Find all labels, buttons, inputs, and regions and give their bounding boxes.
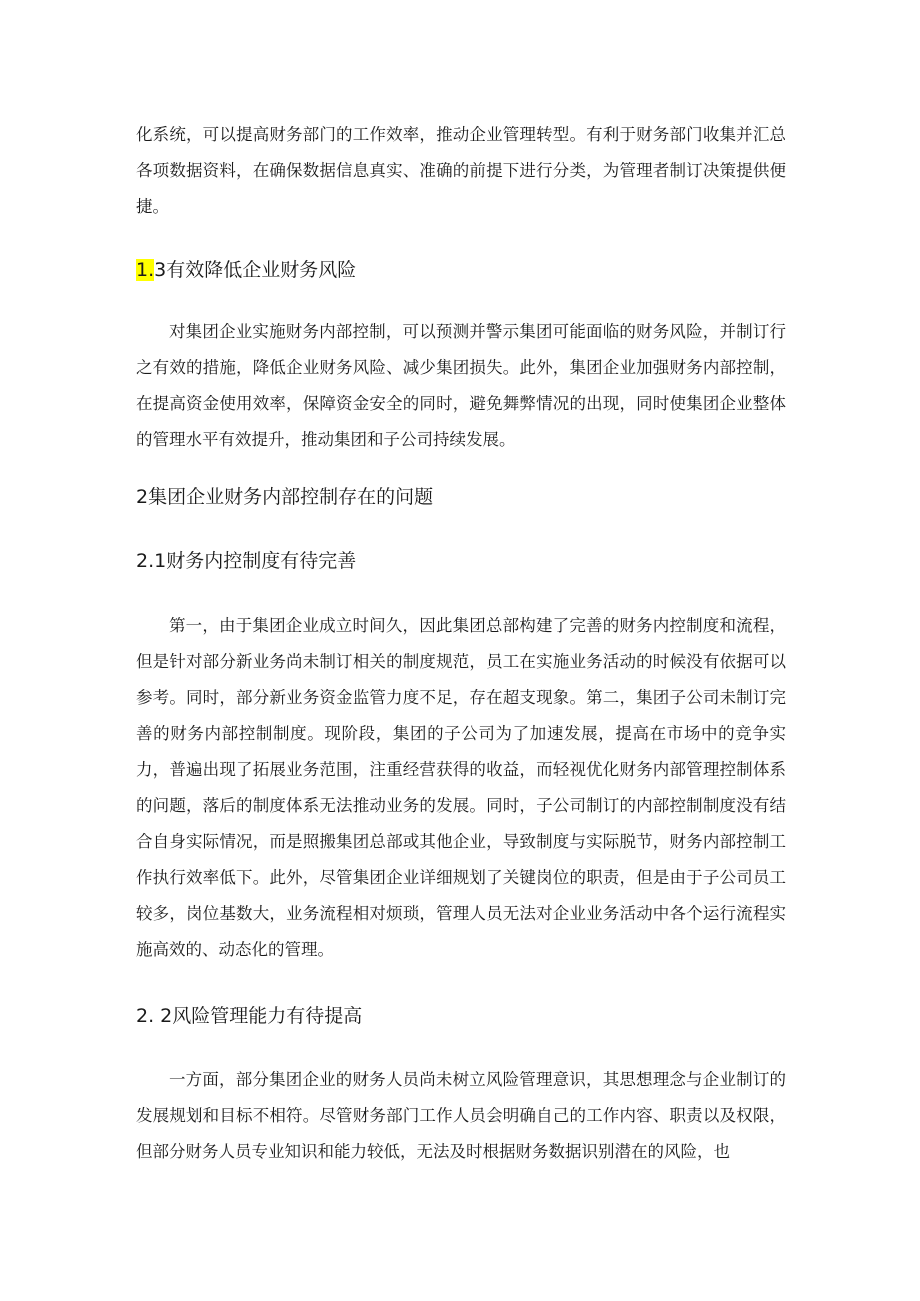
paragraph-reduce-financial-risk: 对集团企业实施财务内部控制，可以预测并警示集团可能面临的财务风险，并制订行之有效的措施，降低企业财务风险、减少集团损失。此外，集团企业加强财务内部控制，在提高资金使用效率，保障资金安全的同时，避免舞弊情况的出现，同时使集团企业整体的管理水平有效提升，推动集团和子公司持续发展。 xyxy=(136,322,786,449)
heading-2-2: 2. 2风险管理能力有待提高 xyxy=(136,1005,363,1027)
heading-2-1: 2.1财务内控制度有待完善 xyxy=(136,550,357,572)
paragraph-risk-management: 一方面，部分集团企业的财务人员尚未树立风险管理意识，其思想理念与企业制订的发展规划和目标不相符。尽管财务部门工作人员会明确自己的工作内容、职责以及权限，但部分财务人员专业知识和能力较低，无法及时根据财务数据识别潜在的风险，也 xyxy=(136,1070,786,1161)
heading-2: 2集团企业财务内部控制存在的问题 xyxy=(136,486,434,508)
paragraph-digitalization-benefits: 化系统，可以提高财务部门的工作效率，推动企业管理转型。有利于财务部门收集并汇总各项数据资料，在确保数据信息真实、准确的前提下进行分类，为管理者制订决策提供便捷。 xyxy=(136,125,786,216)
heading-1-3 xyxy=(136,257,786,283)
paragraph-internal-control-system: 第一，由于集团企业成立时间久，因此集团总部构建了完善的财务内控制度和流程，但是针对部分新业务尚未制订相关的制度规范，员工在实施业务活动的时候没有依据可以参考。同时，部分新业务资金监管力度不足，存在超支现象。第二，集团子公司未制订完善的财务内部控制制度。现阶段，集团的子公司为了加速发展，提高在市场中的竞争实力，普遍出现了拓展业务范围，注重经营获得的收益，而轻视优化财务内部管理控制体系的问题，落后的制度体系无法推动业务的发展。同时，子公司制订的内部控制制度没有结合自身实际情况，而是照搬集团总部或其他企业，导致制度与实际脱节，财务内部控制工作执行效率低下。此外，尽管集团企业详细规划了关键岗位的职责，但是由于子公司员工较多，岗位基数大，业务流程相对烦琐，管理人员无法对企业业务活动中各个运行流程实施高效的、动态化的管理。 xyxy=(136,616,786,959)
highlighted-text: 1. xyxy=(136,259,155,281)
heading-text: 3有效降低企业财务风险 xyxy=(154,259,357,281)
